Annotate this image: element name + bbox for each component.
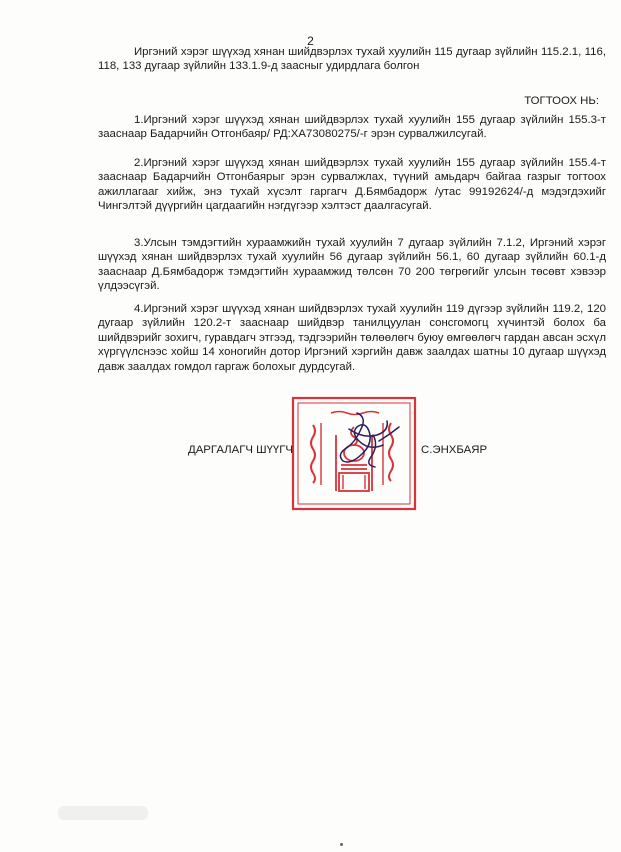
resolution-item-1 xyxy=(98,113,606,142)
signature-name: С.ЭНХБАЯР xyxy=(421,444,488,456)
resolution-item-4 xyxy=(98,302,606,374)
resolution-item-2 xyxy=(98,156,606,214)
scan-smudge xyxy=(58,806,148,820)
resolution-item-text: 3.Улсын тэмдэгтийн хураамжийн тухай хуулийн 7 дугаар зүйлийн 7.1.2, Иргэний хэрэг шүүхэд хянан шийдвэрлэх тухай хуулийн 56 дугаар зүйлийн 56.1, 60 дугаар зүйлийн 60.1-д зааснаар Д.Бямбадорж тэмдэгтийн хураамжид төлсөн 70 200 төгрөгийг улсын төсөвт хэвээр үлдээсүгэй. xyxy=(98,237,606,293)
page-number: 2 xyxy=(307,34,314,48)
court-seal-stamp xyxy=(291,395,418,512)
intro-text: Иргэний хэрэг шүүхэд хянан шийдвэрлэх тухай хуулийн 115 дугаар зүйлийн 115.2.1, 116, 118, 133 дугаар зүйлийн 133.1.9-д заасныг удирдлага болгон xyxy=(98,46,606,73)
resolution-heading: ТОГТООХ НЬ: xyxy=(524,95,599,107)
resolution-item-text: 1.Иргэний хэрэг шүүхэд хянан шийдвэрлэх тухай хуулийн 155 дугаар зүйлийн 155.3-т зааснаар Бадарчийн Отгонбаяр/ РД:ХА73080275/-г эрэн сурвалжилсугай. xyxy=(98,114,606,141)
resolution-item-text: 4.Иргэний хэрэг шүүхэд хянан шийдвэрлэх тухай хуулийн 119 дүгээр зүйлийн 119.2, 120 дугаар зүйлийн 120.2-т зааснаар шийдвэр танилцуулан сонсгомогц хүчинтэй болох ба шийдвэрийг зохигч, гуравдагч этгээд, тэдгээрийн төлөөлөгч буюу өмгөөлөгч гардан авсан эсхүл хүргүүлснээс хойш 14 хоногийн дотор Иргэний хэргийн давж заалдах шатны 10 дугаар шүүхэд давж заалдах гомдол гаргаж болохыг дурдсугай. xyxy=(98,303,606,373)
signature-title: ДАРГАЛАГЧ ШҮҮГЧ xyxy=(188,444,294,456)
resolution-item-text: 2.Иргэний хэрэг шүүхэд хянан шийдвэрлэх тухай хуулийн 155 дугаар зүйлийн 155.4-т зааснаар Бадарчийн Отгонбаярыг эрэн сурвалжлах, түүний амьдарч байгаа газрыг тогтоох ажиллагааг хийж, энэ тухай хүсэлт гаргагч Д.Бямбадорж /утас 99192624/-д мэдэгдэхийг Чингэлтэй дүүргийн цагдаагийн нэгдүгээр хэлтэст даалгасугай. xyxy=(98,157,606,213)
intro-paragraph xyxy=(98,45,606,74)
scan-dot xyxy=(340,843,343,846)
resolution-item-3 xyxy=(98,236,606,294)
